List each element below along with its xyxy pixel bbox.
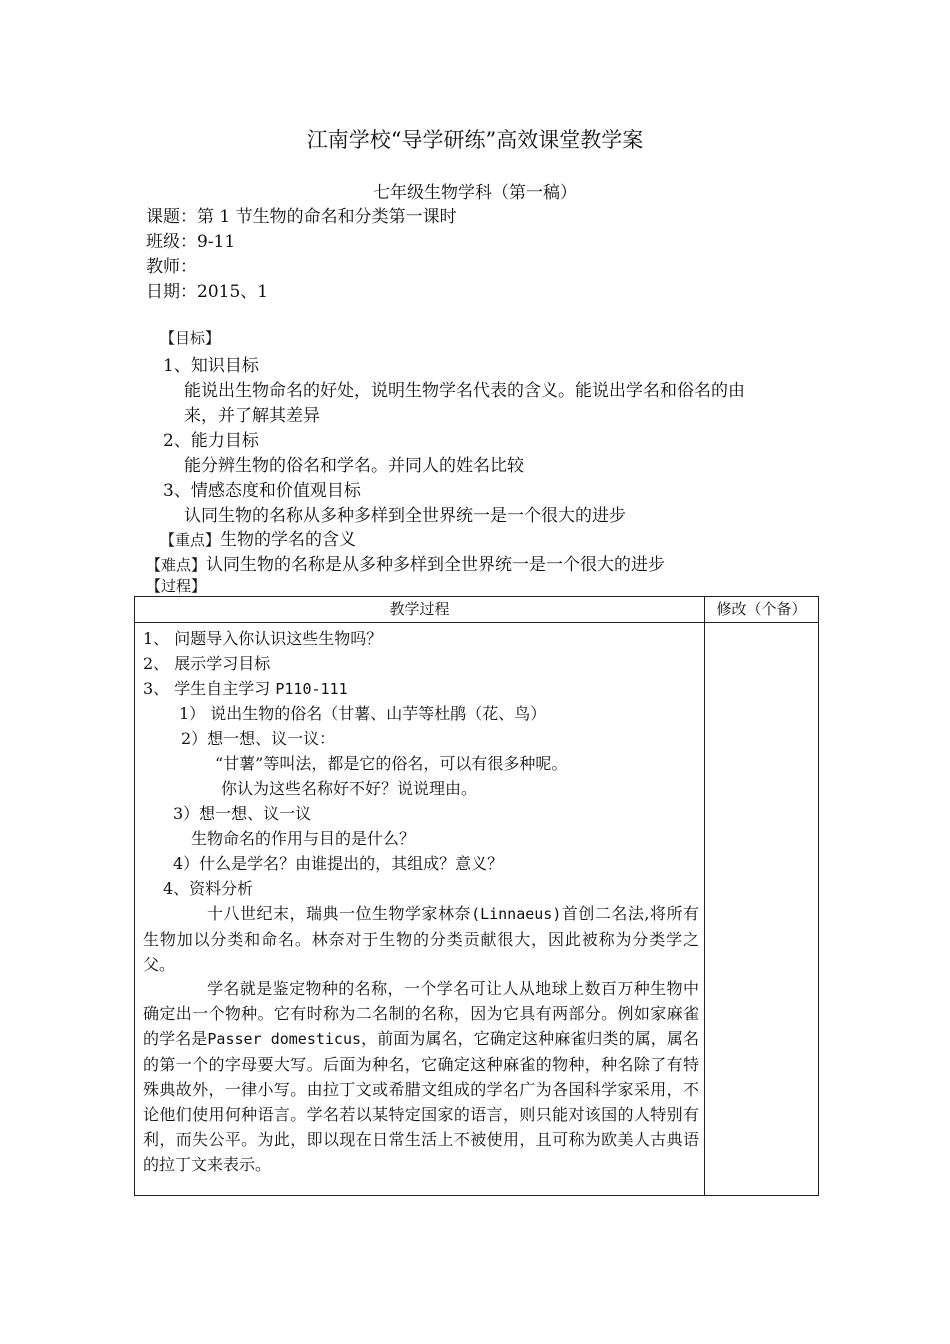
goal-attitude-text: 认同生物的名称从多种多样到全世界统一是一个很大的进步 — [184, 506, 626, 526]
analysis-paragraph-2 — [143, 976, 699, 1177]
para1-latin-name: (Linnaeus) — [471, 905, 562, 923]
sub-step-2-line-2: 你认为这些名称好不好？说说理由。 — [221, 779, 478, 798]
analysis-paragraph-1 — [143, 901, 699, 977]
teaching-process-cell — [135, 623, 705, 1196]
page-subtitle: 七年级生物学科（第一稿） — [373, 183, 577, 203]
topic-line: 课题：第 1 节生物的命名和分类第一课时 — [146, 207, 457, 227]
revision-cell[interactable] — [705, 623, 819, 1196]
sub-step-4: 4）什么是学名？由谁提出的，其组成？意义？ — [173, 854, 504, 873]
sub-step-2-line-1: “甘薯”等叫法，都是它的俗名，可以有很多种呢。 — [215, 754, 568, 773]
goal-attitude-heading: 3、情感态度和价值观目标 — [163, 481, 361, 501]
table-header-row — [135, 597, 819, 623]
difficulty-label: 【难点】 — [146, 556, 207, 574]
page-title: 江南学校“导学研练”高效课堂教学案 — [306, 128, 644, 152]
header-teaching-process: 教学过程 — [135, 597, 705, 623]
para2-part-a: 学名就是鉴定物种的名称，一个学名可让人从地球上数百万种生物中确定出一个物种。它有时称为二名制的名称，因为它具有两部分。例如家麻雀的学名是 — [143, 979, 699, 1048]
goal-knowledge-text-2: 来，并了解其差异 — [184, 406, 320, 426]
para2-latin-name: Passer domesticus — [207, 1030, 362, 1048]
step-4: 4、资料分析 — [163, 879, 254, 898]
class-line: 班级：9-11 — [146, 232, 236, 252]
date-line: 日期：2015、1 — [146, 282, 269, 302]
sub-step-2: 2）想一想、议一议： — [181, 729, 336, 748]
para2-part-c: ，前面为属名，它确定这种麻雀归类的属，属名的第一个的字母要大写。后面为种名，它确定这种麻雀的物种，种名除了有特殊典故外，一律小写。由拉丁文或希腊文组成的学名广为各国科学家采用，不论他们使用何种语言。学名若以某特定国家的语言，则只能对该国的人特别有利，而失公平。为此，即以现在日常生活上不被使用，且可称为欧美人古典语的拉丁文来表示。 — [143, 1029, 699, 1174]
goal-knowledge-text-1: 能说出生物命名的好处，说明生物学名代表的含义。能说出学名和俗名的由 — [184, 381, 745, 401]
difficulty-row — [146, 550, 665, 575]
sub-step-1: 1） 说出生物的俗名（甘薯、山芋等杜鹃（花、鸟） — [179, 704, 547, 723]
step-2: 2、 展示学习目标 — [143, 654, 271, 673]
teacher-line: 教师： — [146, 257, 197, 277]
sub-step-3: 3）想一想、议一议 — [173, 804, 312, 823]
table-body-row — [135, 623, 819, 1196]
step-3-pages: P110-111 — [275, 680, 348, 698]
difficulty-text: 认同生物的名称是从多种多样到全世界统一是一个很大的进步 — [206, 555, 666, 575]
goal-knowledge-heading: 1、知识目标 — [163, 356, 259, 376]
goals-label: 【目标】 — [160, 329, 221, 347]
goal-ability-text: 能分辨生物的俗名和学名。并同人的姓名比较 — [184, 456, 524, 476]
process-label: 【过程】 — [146, 577, 207, 595]
focus-label: 【重点】 — [160, 531, 221, 549]
header-revision: 修改（个备） — [705, 597, 819, 623]
focus-row — [160, 525, 356, 550]
step-1: 1、 问题导入你认识这些生物吗？ — [143, 629, 383, 648]
sub-step-3-question: 生物命名的作用与目的是什么？ — [191, 829, 416, 848]
focus-text: 生物的学名的含义 — [220, 530, 357, 550]
teaching-process-table — [134, 596, 819, 1196]
para1-part-a: 十八世纪末，瑞典一位生物学家林奈 — [207, 904, 472, 923]
step-3-text: 3、 学生自主学习 — [143, 679, 276, 698]
goal-ability-heading: 2、能力目标 — [163, 431, 259, 451]
para1-part-c: 首创二名法,将所有生物加以分类和命名。林奈对于生物的分类贡献很大，因此被称为分类学之父。 — [143, 904, 699, 974]
step-3 — [143, 676, 348, 699]
